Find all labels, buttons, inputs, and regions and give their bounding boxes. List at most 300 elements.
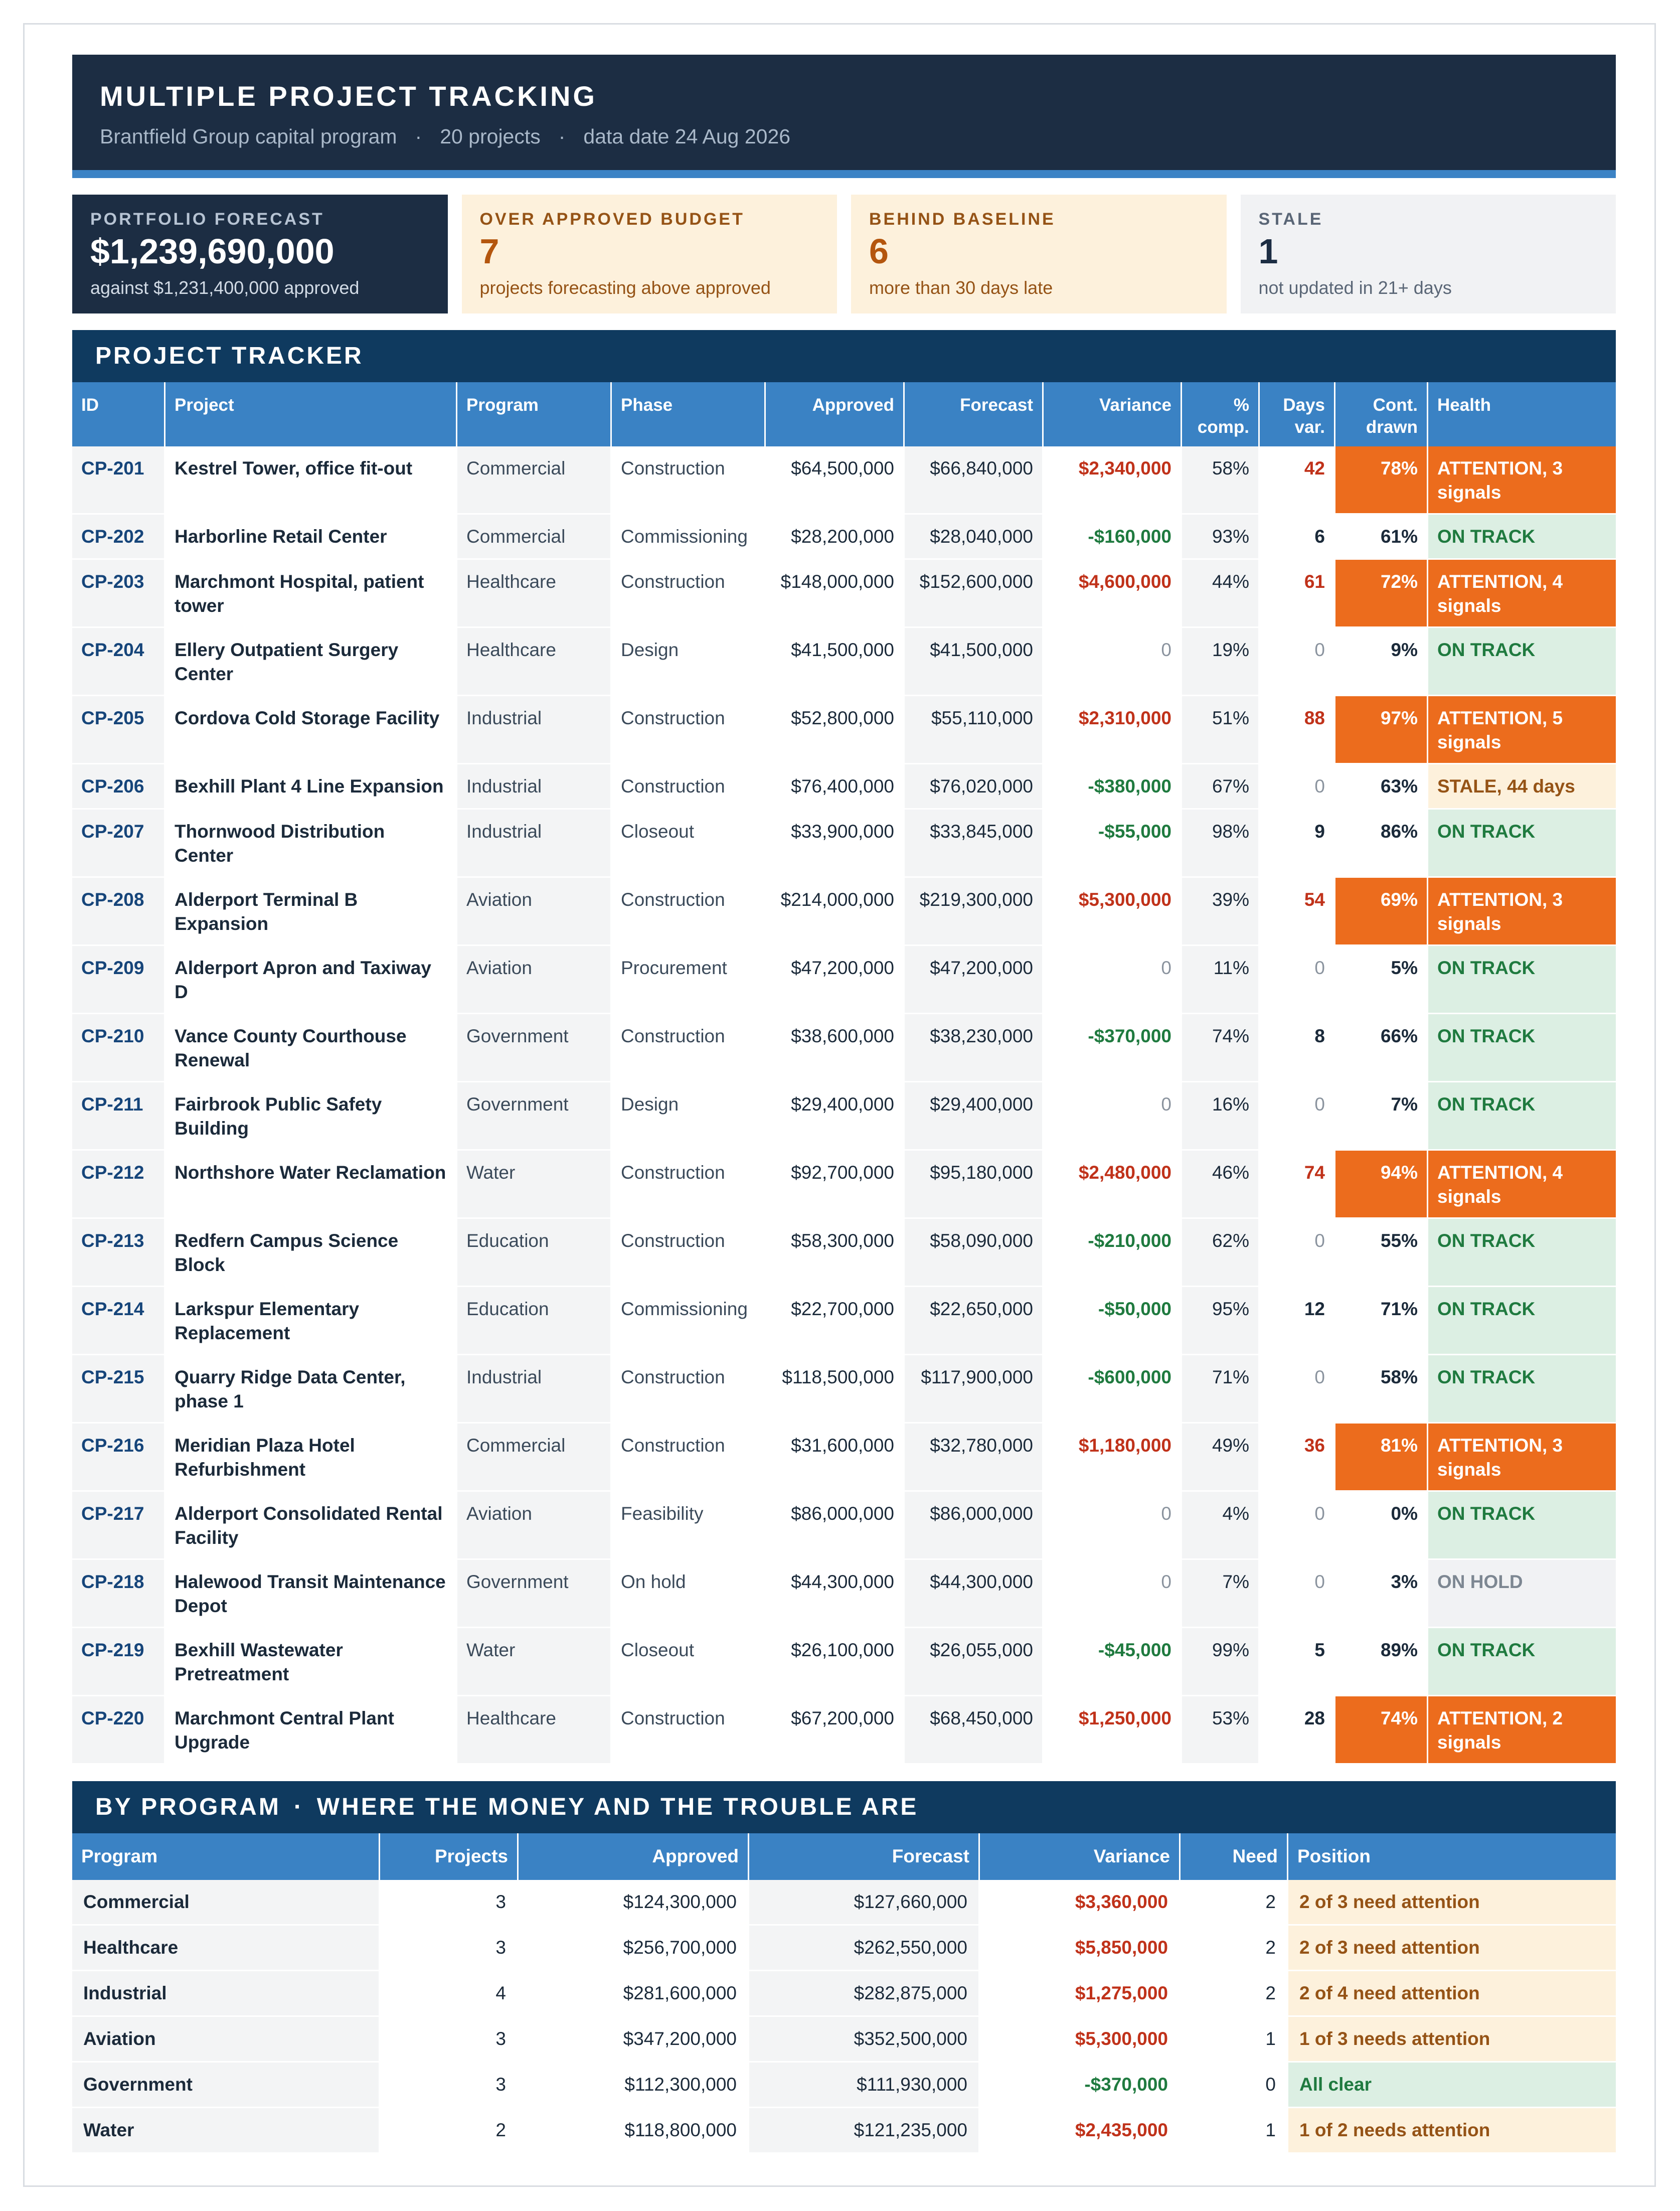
health-status: ON TRACK — [1428, 810, 1616, 878]
percent-complete: 39% — [1182, 878, 1260, 946]
forecast-amount: $32,780,000 — [905, 1424, 1044, 1492]
kpi-card — [72, 195, 448, 313]
contingency-drawn: 81% — [1335, 1424, 1428, 1492]
col-header-program[interactable]: Program — [72, 1833, 380, 1880]
program-variance: -$370,000 — [980, 2063, 1181, 2108]
project-phase: Construction — [612, 1014, 766, 1082]
approved-amount: $31,600,000 — [766, 1424, 905, 1492]
table-row[interactable] — [72, 515, 1616, 560]
variance-amount: -$55,000 — [1044, 810, 1182, 878]
variance-amount: $1,250,000 — [1044, 1696, 1182, 1765]
percent-complete: 93% — [1182, 515, 1260, 560]
col-header-need[interactable]: Need — [1181, 1833, 1288, 1880]
col-header-days-line1: Days — [1283, 395, 1325, 415]
variance-amount: -$160,000 — [1044, 515, 1182, 560]
program-forecast: $127,660,000 — [749, 1880, 980, 1926]
col-header-approved[interactable]: Approved — [519, 1833, 749, 1880]
days-variance: 74 — [1260, 1151, 1335, 1219]
separator: · — [293, 1794, 304, 1820]
variance-amount: -$370,000 — [1044, 1014, 1182, 1082]
table-row[interactable] — [72, 946, 1616, 1014]
approved-amount: $64,500,000 — [766, 446, 905, 515]
days-variance: 0 — [1260, 1355, 1335, 1424]
table-row[interactable] — [72, 2063, 1616, 2108]
program-variance: $5,300,000 — [980, 2017, 1181, 2063]
project-program: Education — [457, 1219, 612, 1287]
table-row[interactable] — [72, 1014, 1616, 1082]
project-program: Industrial — [457, 1355, 612, 1424]
program-title-part1: BY PROGRAM — [95, 1794, 281, 1820]
program-position: 2 of 3 need attention — [1288, 1880, 1616, 1926]
col-header-cont-line2: drawn — [1366, 417, 1418, 437]
forecast-amount: $26,055,000 — [905, 1628, 1044, 1696]
program-approved: $124,300,000 — [519, 1880, 749, 1926]
forecast-amount: $66,840,000 — [905, 446, 1044, 515]
col-header-contingency-drawn[interactable] — [1335, 382, 1428, 446]
program-name: Government — [72, 2063, 380, 2108]
project-program: Education — [457, 1287, 612, 1355]
program-variance: $1,275,000 — [980, 1971, 1181, 2017]
table-row[interactable] — [72, 1926, 1616, 1971]
kpi-note: more than 30 days late — [869, 277, 1053, 298]
project-phase: Construction — [612, 1219, 766, 1287]
table-row[interactable] — [72, 2017, 1616, 2063]
health-status: ON TRACK — [1428, 1082, 1616, 1151]
percent-complete: 46% — [1182, 1151, 1260, 1219]
table-row[interactable] — [72, 446, 1616, 515]
program-project-count: 3 — [380, 1926, 519, 1971]
percent-complete: 58% — [1182, 446, 1260, 515]
health-status: ATTENTION, 2 signals — [1428, 1696, 1616, 1765]
kpi-value: 1 — [1258, 232, 1278, 271]
program-name: Commercial — [72, 1880, 380, 1926]
project-id[interactable]: CP-215 — [72, 1355, 165, 1424]
project-name[interactable]: Kestrel Tower, office fit-out — [165, 446, 457, 515]
forecast-amount: $41,500,000 — [905, 628, 1044, 696]
table-row[interactable] — [72, 878, 1616, 946]
project-phase: Commissioning — [612, 1287, 766, 1355]
forecast-amount: $22,650,000 — [905, 1287, 1044, 1355]
project-id[interactable]: CP-219 — [72, 1628, 165, 1696]
contingency-drawn: 7% — [1335, 1082, 1428, 1151]
project-id[interactable]: CP-203 — [72, 560, 165, 628]
days-variance: 9 — [1260, 810, 1335, 878]
program-project-count: 3 — [380, 2063, 519, 2108]
health-status: ATTENTION, 3 signals — [1428, 446, 1616, 515]
contingency-drawn: 86% — [1335, 810, 1428, 878]
approved-amount: $52,800,000 — [766, 696, 905, 764]
project-name[interactable]: Marchmont Hospital, patient tower — [165, 560, 457, 628]
separator: · — [415, 125, 422, 148]
col-header-position[interactable]: Position — [1288, 1833, 1616, 1880]
project-id[interactable]: CP-211 — [72, 1082, 165, 1151]
table-row[interactable] — [72, 628, 1616, 696]
percent-complete: 19% — [1182, 628, 1260, 696]
project-id[interactable]: CP-209 — [72, 946, 165, 1014]
percent-complete: 99% — [1182, 1628, 1260, 1696]
project-name[interactable]: Vance County Courthouse Renewal — [165, 1014, 457, 1082]
table-row[interactable] — [72, 1424, 1616, 1492]
program-need-count: 2 — [1181, 1926, 1288, 1971]
days-variance: 28 — [1260, 1696, 1335, 1765]
col-header-variance[interactable]: Variance — [1044, 382, 1182, 446]
project-id[interactable]: CP-207 — [72, 810, 165, 878]
project-name[interactable]: Redfern Campus Science Block — [165, 1219, 457, 1287]
project-phase: Closeout — [612, 1628, 766, 1696]
col-header-health[interactable]: Health — [1428, 382, 1616, 446]
col-header-days-line2: var. — [1294, 417, 1325, 437]
percent-complete: 11% — [1182, 946, 1260, 1014]
project-phase: Construction — [612, 1424, 766, 1492]
col-header-id[interactable]: ID — [72, 382, 165, 446]
program-header-row — [72, 1833, 1616, 1880]
program-variance: $2,435,000 — [980, 2108, 1181, 2154]
percent-complete: 44% — [1182, 560, 1260, 628]
health-status: ON TRACK — [1428, 1628, 1616, 1696]
health-status: ON TRACK — [1428, 1014, 1616, 1082]
variance-amount: $1,180,000 — [1044, 1424, 1182, 1492]
project-phase: Construction — [612, 696, 766, 764]
project-name[interactable]: Northshore Water Reclamation — [165, 1151, 457, 1219]
contingency-drawn: 0% — [1335, 1492, 1428, 1560]
days-variance: 12 — [1260, 1287, 1335, 1355]
health-status: ATTENTION, 4 signals — [1428, 1151, 1616, 1219]
project-program: Government — [457, 1560, 612, 1628]
col-header-projects[interactable]: Projects — [380, 1833, 519, 1880]
project-phase: Construction — [612, 560, 766, 628]
project-name[interactable]: Bexhill Wastewater Pretreatment — [165, 1628, 457, 1696]
table-row[interactable] — [72, 1696, 1616, 1765]
approved-amount: $58,300,000 — [766, 1219, 905, 1287]
kpi-label: PORTFOLIO FORECAST — [90, 210, 324, 229]
project-name[interactable]: Alderport Terminal B Expansion — [165, 878, 457, 946]
program-need-count: 2 — [1181, 1880, 1288, 1926]
approved-amount: $86,000,000 — [766, 1492, 905, 1560]
table-row[interactable] — [72, 1628, 1616, 1696]
table-row[interactable] — [72, 696, 1616, 764]
program-name: Water — [72, 2108, 380, 2154]
program-section-title — [72, 1781, 1616, 1833]
project-name[interactable]: Alderport Consolidated Rental Facility — [165, 1492, 457, 1560]
project-phase: Design — [612, 1082, 766, 1151]
variance-amount: $4,600,000 — [1044, 560, 1182, 628]
project-name[interactable]: Harborline Retail Center — [165, 515, 457, 560]
variance-amount: $5,300,000 — [1044, 878, 1182, 946]
approved-amount: $41,500,000 — [766, 628, 905, 696]
percent-complete: 53% — [1182, 1696, 1260, 1765]
program-project-count: 3 — [380, 1880, 519, 1926]
health-status: ON TRACK — [1428, 1355, 1616, 1424]
kpi-card — [1241, 195, 1616, 313]
project-program: Government — [457, 1014, 612, 1082]
contingency-drawn: 72% — [1335, 560, 1428, 628]
program-forecast: $121,235,000 — [749, 2108, 980, 2154]
contingency-drawn: 61% — [1335, 515, 1428, 560]
forecast-amount: $68,450,000 — [905, 1696, 1044, 1765]
col-header-program[interactable]: Program — [457, 382, 612, 446]
project-program: Government — [457, 1082, 612, 1151]
days-variance: 42 — [1260, 446, 1335, 515]
project-id[interactable]: CP-204 — [72, 628, 165, 696]
contingency-drawn: 9% — [1335, 628, 1428, 696]
approved-amount: $214,000,000 — [766, 878, 905, 946]
days-variance: 0 — [1260, 764, 1335, 810]
kpi-card — [462, 195, 837, 313]
project-id[interactable]: CP-220 — [72, 1696, 165, 1765]
project-phase: Commissioning — [612, 515, 766, 560]
col-header-approved[interactable]: Approved — [766, 382, 905, 446]
percent-complete: 4% — [1182, 1492, 1260, 1560]
project-id[interactable]: CP-210 — [72, 1014, 165, 1082]
project-id[interactable]: CP-208 — [72, 878, 165, 946]
project-phase: Closeout — [612, 810, 766, 878]
program-project-count: 3 — [380, 2017, 519, 2063]
table-row[interactable] — [72, 1082, 1616, 1151]
organization-name: Brantfield Group capital program — [100, 125, 397, 148]
approved-amount: $26,100,000 — [766, 1628, 905, 1696]
project-id[interactable]: CP-217 — [72, 1492, 165, 1560]
report-content — [72, 55, 1616, 2154]
kpi-value: 6 — [869, 232, 889, 271]
program-name: Industrial — [72, 1971, 380, 2017]
contingency-drawn: 71% — [1335, 1287, 1428, 1355]
kpi-value: $1,239,690,000 — [90, 232, 334, 271]
project-program: Aviation — [457, 1492, 612, 1560]
variance-amount: $2,340,000 — [1044, 446, 1182, 515]
approved-amount: $148,000,000 — [766, 560, 905, 628]
report-page — [23, 23, 1656, 2187]
tracker-header-row — [72, 382, 1616, 446]
project-phase: Construction — [612, 878, 766, 946]
project-name[interactable]: Halewood Transit Maintenance Depot — [165, 1560, 457, 1628]
program-forecast: $262,550,000 — [749, 1926, 980, 1971]
days-variance: 36 — [1260, 1424, 1335, 1492]
col-header-project[interactable]: Project — [165, 382, 457, 446]
col-header-pct-line1: % — [1233, 395, 1249, 415]
approved-amount: $29,400,000 — [766, 1082, 905, 1151]
variance-amount: $2,480,000 — [1044, 1151, 1182, 1219]
variance-amount: -$600,000 — [1044, 1355, 1182, 1424]
table-row[interactable] — [72, 1880, 1616, 1926]
project-id[interactable]: CP-214 — [72, 1287, 165, 1355]
table-row[interactable] — [72, 810, 1616, 878]
program-variance: $5,850,000 — [980, 1926, 1181, 1971]
project-name[interactable]: Meridian Plaza Hotel Refurbishment — [165, 1424, 457, 1492]
days-variance: 8 — [1260, 1014, 1335, 1082]
days-variance: 0 — [1260, 628, 1335, 696]
contingency-drawn: 97% — [1335, 696, 1428, 764]
project-phase: On hold — [612, 1560, 766, 1628]
project-id[interactable]: CP-213 — [72, 1219, 165, 1287]
variance-amount: 0 — [1044, 1492, 1182, 1560]
forecast-amount: $29,400,000 — [905, 1082, 1044, 1151]
health-status: ON TRACK — [1428, 946, 1616, 1014]
approved-amount: $22,700,000 — [766, 1287, 905, 1355]
kpi-note: not updated in 21+ days — [1258, 277, 1452, 298]
project-name[interactable]: Larkspur Elementary Replacement — [165, 1287, 457, 1355]
forecast-amount: $38,230,000 — [905, 1014, 1044, 1082]
project-id[interactable]: CP-206 — [72, 764, 165, 810]
kpi-label: STALE — [1258, 210, 1323, 229]
table-row[interactable] — [72, 764, 1616, 810]
percent-complete: 71% — [1182, 1355, 1260, 1424]
health-status: ON TRACK — [1428, 1492, 1616, 1560]
forecast-amount: $33,845,000 — [905, 810, 1044, 878]
contingency-drawn: 3% — [1335, 1560, 1428, 1628]
project-phase: Design — [612, 628, 766, 696]
project-program: Healthcare — [457, 628, 612, 696]
percent-complete: 49% — [1182, 1424, 1260, 1492]
table-row[interactable] — [72, 560, 1616, 628]
table-row[interactable] — [72, 1355, 1616, 1424]
table-row[interactable] — [72, 1492, 1616, 1560]
project-id[interactable]: CP-205 — [72, 696, 165, 764]
col-header-phase[interactable]: Phase — [612, 382, 766, 446]
program-position: 1 of 3 needs attention — [1288, 2017, 1616, 2063]
program-approved: $112,300,000 — [519, 2063, 749, 2108]
health-status: ON TRACK — [1428, 1287, 1616, 1355]
contingency-drawn: 78% — [1335, 446, 1428, 515]
days-variance: 0 — [1260, 946, 1335, 1014]
forecast-amount: $86,000,000 — [905, 1492, 1044, 1560]
project-name[interactable]: Alderport Apron and Taxiway D — [165, 946, 457, 1014]
separator: · — [558, 125, 566, 148]
kpi-label: OVER APPROVED BUDGET — [479, 210, 745, 229]
project-program: Water — [457, 1628, 612, 1696]
program-approved: $281,600,000 — [519, 1971, 749, 2017]
col-header-pct-line2: comp. — [1197, 417, 1249, 437]
forecast-amount: $47,200,000 — [905, 946, 1044, 1014]
variance-amount: -$50,000 — [1044, 1287, 1182, 1355]
project-phase: Construction — [612, 764, 766, 810]
forecast-amount: $28,040,000 — [905, 515, 1044, 560]
project-name[interactable]: Cordova Cold Storage Facility — [165, 696, 457, 764]
approved-amount: $47,200,000 — [766, 946, 905, 1014]
program-name: Healthcare — [72, 1926, 380, 1971]
col-header-forecast[interactable]: Forecast — [749, 1833, 980, 1880]
forecast-amount: $76,020,000 — [905, 764, 1044, 810]
health-status: ATTENTION, 4 signals — [1428, 560, 1616, 628]
project-program: Commercial — [457, 1424, 612, 1492]
project-program: Industrial — [457, 810, 612, 878]
health-status: ATTENTION, 3 signals — [1428, 1424, 1616, 1492]
health-status: ON HOLD — [1428, 1560, 1616, 1628]
table-row[interactable] — [72, 1971, 1616, 2017]
program-title-part2: WHERE THE MONEY AND THE TROUBLE ARE — [316, 1794, 919, 1820]
col-header-forecast[interactable]: Forecast — [905, 382, 1044, 446]
forecast-amount: $117,900,000 — [905, 1355, 1044, 1424]
table-row[interactable] — [72, 1560, 1616, 1628]
percent-complete: 95% — [1182, 1287, 1260, 1355]
kpi-note: projects forecasting above approved — [479, 277, 771, 298]
contingency-drawn: 58% — [1335, 1355, 1428, 1424]
report-header — [72, 55, 1616, 178]
percent-complete: 74% — [1182, 1014, 1260, 1082]
tracker-section-title: PROJECT TRACKER — [72, 330, 1616, 382]
variance-amount: -$380,000 — [1044, 764, 1182, 810]
days-variance: 54 — [1260, 878, 1335, 946]
forecast-amount: $58,090,000 — [905, 1219, 1044, 1287]
variance-amount: 0 — [1044, 628, 1182, 696]
project-name[interactable]: Bexhill Plant 4 Line Expansion — [165, 764, 457, 810]
col-header-pct-complete[interactable] — [1182, 382, 1260, 446]
program-need-count: 2 — [1181, 1971, 1288, 2017]
program-forecast: $282,875,000 — [749, 1971, 980, 2017]
approved-amount: $67,200,000 — [766, 1696, 905, 1765]
table-row[interactable] — [72, 1219, 1616, 1287]
program-project-count: 4 — [380, 1971, 519, 2017]
program-position: All clear — [1288, 2063, 1616, 2108]
project-program: Healthcare — [457, 1696, 612, 1765]
project-program: Aviation — [457, 878, 612, 946]
project-id[interactable]: CP-201 — [72, 446, 165, 515]
col-header-days-variance[interactable] — [1260, 382, 1335, 446]
program-body — [72, 1880, 1616, 2154]
variance-amount: -$210,000 — [1044, 1219, 1182, 1287]
variance-amount: 0 — [1044, 1082, 1182, 1151]
program-position: 1 of 2 needs attention — [1288, 2108, 1616, 2154]
project-id[interactable]: CP-216 — [72, 1424, 165, 1492]
variance-amount: 0 — [1044, 1560, 1182, 1628]
health-status: STALE, 44 days — [1428, 764, 1616, 810]
approved-amount: $28,200,000 — [766, 515, 905, 560]
program-position: 2 of 3 need attention — [1288, 1926, 1616, 1971]
project-id[interactable]: CP-212 — [72, 1151, 165, 1219]
tracker-body — [72, 446, 1616, 1765]
col-header-variance[interactable]: Variance — [980, 1833, 1181, 1880]
project-name[interactable]: Quarry Ridge Data Center, phase 1 — [165, 1355, 457, 1424]
kpi-row — [72, 195, 1616, 313]
project-program: Aviation — [457, 946, 612, 1014]
project-program: Healthcare — [457, 560, 612, 628]
col-header-cont-line1: Cont. — [1373, 395, 1418, 415]
kpi-value: 7 — [479, 232, 499, 271]
table-row[interactable] — [72, 1287, 1616, 1355]
forecast-amount: $44,300,000 — [905, 1560, 1044, 1628]
project-name[interactable]: Ellery Outpatient Surgery Center — [165, 628, 457, 696]
health-status: ATTENTION, 3 signals — [1428, 878, 1616, 946]
project-name[interactable]: Marchmont Central Plant Upgrade — [165, 1696, 457, 1765]
table-row[interactable] — [72, 1151, 1616, 1219]
kpi-label: BEHIND BASELINE — [869, 210, 1056, 229]
days-variance: 0 — [1260, 1560, 1335, 1628]
project-id[interactable]: CP-218 — [72, 1560, 165, 1628]
percent-complete: 51% — [1182, 696, 1260, 764]
program-forecast: $352,500,000 — [749, 2017, 980, 2063]
project-id[interactable]: CP-202 — [72, 515, 165, 560]
table-row[interactable] — [72, 2108, 1616, 2154]
approved-amount: $38,600,000 — [766, 1014, 905, 1082]
contingency-drawn: 69% — [1335, 878, 1428, 946]
project-name[interactable]: Thornwood Distribution Center — [165, 810, 457, 878]
days-variance: 0 — [1260, 1082, 1335, 1151]
approved-amount: $33,900,000 — [766, 810, 905, 878]
program-forecast: $111,930,000 — [749, 2063, 980, 2108]
project-phase: Procurement — [612, 946, 766, 1014]
approved-amount: $118,500,000 — [766, 1355, 905, 1424]
project-phase: Feasibility — [612, 1492, 766, 1560]
health-status: ON TRACK — [1428, 1219, 1616, 1287]
report-title: MULTIPLE PROJECT TRACKING — [100, 80, 597, 112]
project-program: Industrial — [457, 696, 612, 764]
approved-amount: $92,700,000 — [766, 1151, 905, 1219]
project-name[interactable]: Fairbrook Public Safety Building — [165, 1082, 457, 1151]
variance-amount: $2,310,000 — [1044, 696, 1182, 764]
program-project-count: 2 — [380, 2108, 519, 2154]
program-summary-table — [72, 1833, 1616, 2154]
approved-amount: $76,400,000 — [766, 764, 905, 810]
forecast-amount: $55,110,000 — [905, 696, 1044, 764]
